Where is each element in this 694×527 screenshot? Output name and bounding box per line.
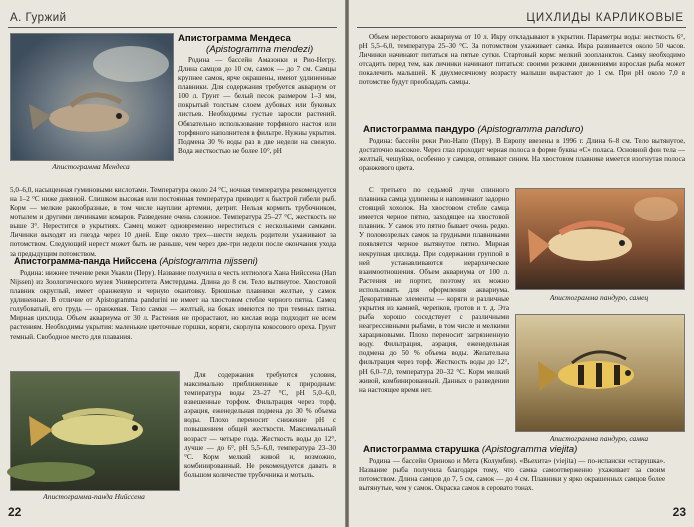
heading-panduro bbox=[363, 124, 584, 135]
caption-mendesi: Апистограмма Мендеса bbox=[52, 162, 130, 171]
header-rule-right bbox=[357, 27, 686, 28]
heading-viejita bbox=[363, 444, 577, 455]
page-number-right: 23 bbox=[672, 505, 686, 519]
caption-nijsseni: Апистограмма-панда Нийссена bbox=[43, 492, 145, 501]
intro-paragraph: Объем нерестового аквариума от 10 л. Икру откладывают в укрытии. Параметры воды: жесткость 6°, pH 5,5–6,0, температура 25–30 °С. За потомством ухаживает самка. Икра развивается около 50 часов. Личинки начинают питаться на пятые сутки. Стартовый корм: мелкий зоопланктон. Самку необходимо отсадить перед тем, как личинки начинают питаться: своими резкими движениями взрослая рыба может покалечить малышей. К двухмесячному возрасту малыши вырастают до 1 см. При pH около 7,0 в потомстве будут преобладать самцы. bbox=[359, 33, 685, 87]
panduro-side-paragraph: С третьего по седьмой лучи спинного плавника самца удлинены и напоминают задорно стоящий хохолок. На хвостовом стебле самца имеется черное пятно, заходящее на хвостовой плавник. У самок это пятно бывает очень редко. У половозрелых самок за грудными плавниками появляется черное вытянутое пятно. Мирная некрупная цихлида. При содержании группой в ней устанавливаются иерархические взаимоотношения. Объем аквариума от 100 л. Растения не портит, поэтому их можно использовать для оформления аквариума. Декоративные элементы — коряги и различные укрытия из камней, черепков, гротов и т. д. Эта рыба хорошо соседствует с различными неагрессивными рыбами, в том числе и мелкими харациновыми. Плохо переносит загрязненную воду. Фильтрация, аэрация, еженедельная подмена до 50 % объема воды. Желательна фильтрация через торф. Жесткость воды до 12°, pH 6,0–7,0, температура 20–32 °С. Корм мелкий живой, комбинированный. Данных о разведении на настоящее время нет. bbox=[359, 186, 509, 394]
nijsseni-side-paragraph: Для содержания требуются условия, максимально приближенные к природным: температура воды 23–27 °С, pH 5,0–6,0, взвешенные торфом. Фильтрация через торф, аэрация, еженедельная подмена до 30 % объема воды. Плохо переносит снижение pH с повышением общей жесткости. Максимальный возраст — четыре года. Жесткость воды до 12°, лучше — до 6°, pH 5,5–6,0, температура 23–30 °С. Корм мелкий живой и, возможно, комбинированный. Не рекомендуется давать в большом количестве трубочника и мотыль. bbox=[184, 371, 336, 479]
header-rule-left bbox=[8, 27, 337, 28]
panduro-intro-paragraph: Родина: бассейн реки Рио-Напо (Перу). В Европу ввезены в 1996 г. Длина 6–8 см. Тело вытянутое, достаточно высокое. Через глаз проходит черная полоса в форме буквы «С» поласа. Основной фон тела — желтый, чешуйки, особенно у самцов, отливают синим. На хвостовом плавнике имеется изогнутая полоса оранжевого цвета. bbox=[359, 137, 685, 173]
right-page bbox=[349, 0, 694, 527]
mendesi-full-text bbox=[10, 186, 336, 258]
photo-apistogramma-nijsseni bbox=[10, 371, 180, 491]
nijsseni-full-text bbox=[10, 269, 336, 367]
panduro-side-text bbox=[359, 186, 509, 424]
nijsseni-side-text bbox=[184, 371, 336, 505]
photo-panduro-male bbox=[515, 188, 685, 290]
heading-panduro-title: Апистограмма пандуро bbox=[363, 124, 475, 135]
fish-illustration bbox=[11, 34, 173, 160]
photo-panduro-female bbox=[515, 314, 685, 432]
heading-viejita-latin: (Apistogramma viejita) bbox=[481, 444, 578, 455]
intro-text bbox=[359, 33, 685, 119]
heading-mendesi bbox=[178, 33, 291, 44]
caption-panduro-female: Апистограмма пандуро, самка bbox=[549, 434, 649, 443]
heading-viejita-title: Апистограмма старушка bbox=[363, 444, 480, 455]
left-page bbox=[0, 0, 345, 527]
page-number-left: 22 bbox=[8, 505, 22, 519]
panduro-intro-text bbox=[359, 137, 685, 183]
heading-nijsseni-latin: (Apistogramma nijsseni) bbox=[159, 256, 258, 266]
photo-apistogramma-mendesi bbox=[10, 33, 174, 161]
heading-mendesi-latin: (Apistogramma mendezi) bbox=[206, 44, 314, 55]
fish-illustration bbox=[516, 315, 684, 431]
mendesi-side-paragraph: Родина — бассейн Амазонки и Рио-Негру. Длина самцов до 10 см, самок — до 7 см. Самцы крупнее самок, ярче окрашены, имеют удлиненные плавники. Для содержания требуется аквариум от 100 л. Грунт — белый песок размером 1–3 мм, покрытый толстым слоем дубовых или буковых листьев. Необходимы густые заросли растений. Обязательно использование торфяного настоя или торфяного наполнителя в фильтре. Нужны укрытия. Подмена 30 % воды раз в две недели на свежую. Вода жесткостью не более 10°, pH bbox=[178, 56, 336, 155]
running-header-left: А. Гуржий bbox=[10, 12, 67, 24]
heading-mendesi-latin-line bbox=[206, 44, 313, 55]
fish-illustration bbox=[11, 372, 179, 490]
mendesi-side-text bbox=[178, 56, 336, 184]
viejita-full-text bbox=[359, 457, 665, 513]
mendesi-full-paragraph: 5,0–6,0, насыщенная гуминовыми кислотами. Температура около 24 °С, ночная температура рекомендуется на 1–2 °С ниже дневной. Слишком высокая или постоянная температура приводит к быстрой гибели рыб. Корм — мелкие ракообразные, в том числе науплии артемии, детрит. Нельзя кормить трубочником, мотылем и другими личинками комаров. Разведение очень сложное. Температура 25–27 °С, жесткость не выше 3°. Нерестится в укрытиях. Самец может одновременно нереститься с несколькими самками. Личинки выходят из гнезда через 10 дней. Еще около трех—шести недель родители ухаживают за потомством. Следующий нерест может быть не раньше, чем через две-три недели после окончания ухода за предыдущим потомством. bbox=[10, 186, 336, 258]
caption-panduro-male: Апистограмма пандуро, самец bbox=[549, 293, 649, 302]
heading-nijsseni bbox=[14, 256, 258, 266]
heading-panduro-latin: (Apistogramma panduro) bbox=[477, 124, 584, 135]
heading-nijsseni-title: Апистограмма-панда Нийссена bbox=[14, 256, 157, 266]
running-header-right: ЦИХЛИДЫ КАРЛИКОВЫЕ bbox=[526, 12, 684, 24]
nijsseni-full-paragraph: Родина: нижнее течение реки Укаяли (Перу). Название получила в честь ихтиолога Ханa Нийссена (Han Nijssen) из Зоологического музея Университета Амстердама. Длина до 8 см. Тело вытянутое. Хвостовой плавник округлый, имеет оранжевую и черную окантовку. Брюшные плавники желтые, у самок удлиненные. В отличие от Apistogramma pandurini не имеет на хвостовом стебле черного пятна. Самец голубоватый, его грудь — оранжевая. Тело самки — желтый, на боках имеются по три темных пятна. Мирная цихлида. Объем аквариума от 30 л. Растения не прорастают, но кислая вода подходит не всем растениям. Необходимы укрытия: маленькие цветочные горшки, коряги, скорлупа кокосового ореха. Грунт темный. Свободное место для плавания. bbox=[10, 269, 336, 341]
viejita-full-paragraph: Родина — бассейн Ориноко и Мета (Колумбия). «Вьехита» (viejita) — по-испански «старушка». Название рыба получила благодаря тому, что самка самоотверженно ухаживает за своим потомством. Длина самцов до 7, 5 см, самок — до 4 см. Плавники у ярко окрашенных самцов более вытянутые, чем у самок. Окраска самок в серовато тонах. bbox=[359, 457, 665, 493]
heading-mendesi-title: Апистограмма Мендеса bbox=[178, 33, 291, 44]
fish-illustration bbox=[516, 189, 684, 289]
